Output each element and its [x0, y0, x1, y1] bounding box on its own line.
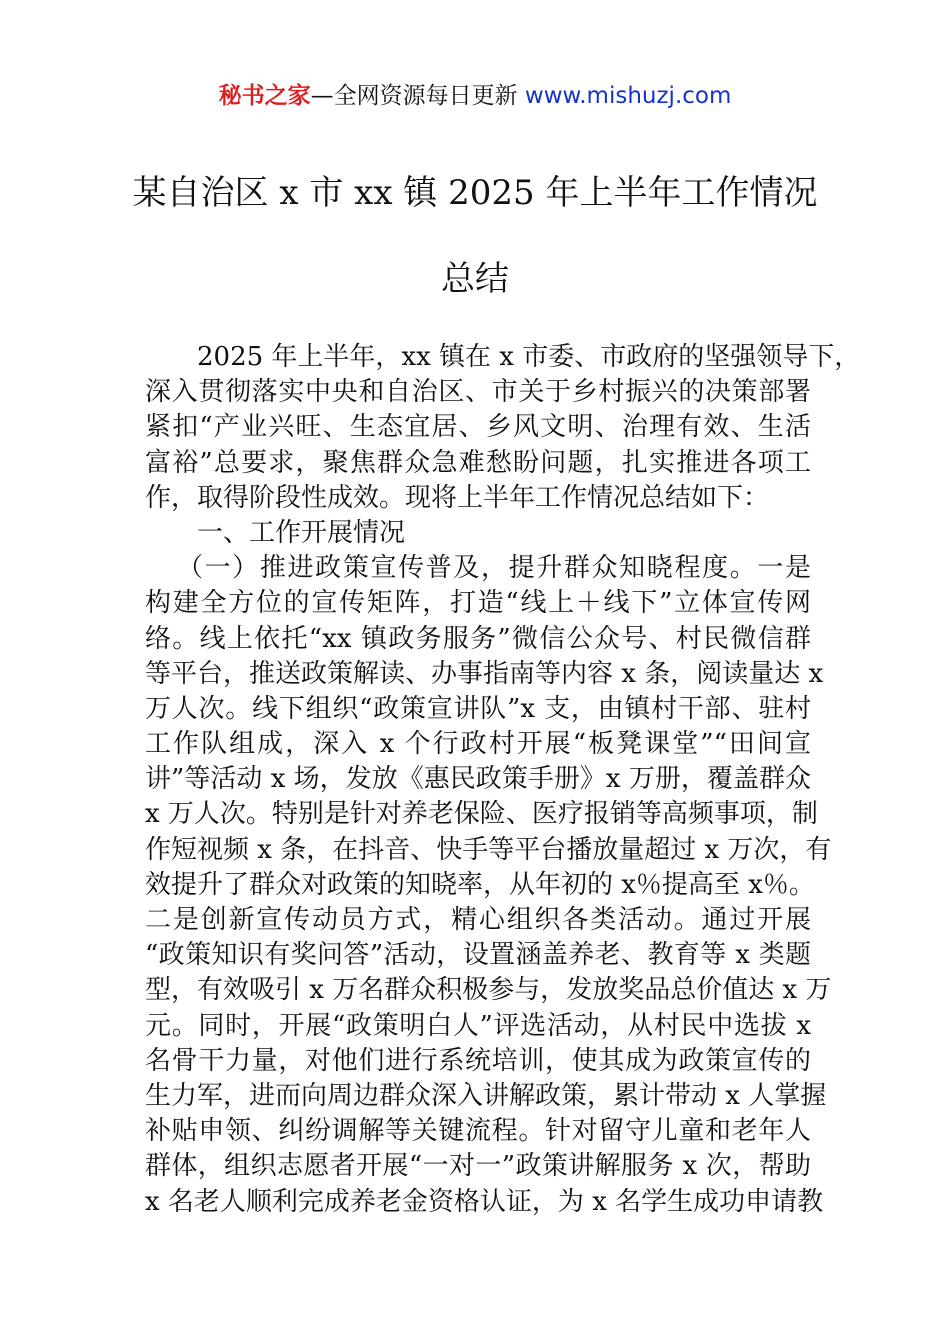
site-header: [0, 80, 950, 112]
text-line: 讲”等活动 x 场，发放《惠民政策手册》x 万册，覆盖群众: [145, 764, 811, 795]
text-line: 富裕”总要求，聚焦群众急难愁盼问题，扎实推进各项工: [145, 447, 811, 478]
text-line: 补贴申领、纠纷调解等关键流程。针对留守儿童和老年人: [145, 1116, 811, 1147]
section-paragraph: [145, 551, 832, 1220]
text-line: x 名老人顺利完成养老金资格认证，为 x 名学生成功申请教: [145, 1186, 824, 1217]
text-line: 名骨干力量，对他们进行系统培训，使其成为政策宣传的: [145, 1045, 811, 1076]
site-tagline: —全网资源每日更新: [310, 83, 525, 109]
text-line: 万人次。线下组织“政策宣讲队”x 支，由镇村干部、驻村: [145, 693, 811, 724]
site-brand: 秘书之家: [218, 83, 311, 109]
text-line: 等平台，推送政策解读、办事指南等内容 x 条，阅读量达 x: [145, 658, 824, 689]
site-url-link[interactable]: www.mishuzj.com: [524, 83, 732, 109]
text-line: 工作队组成，深入 x 个行政村开展“板凳课堂”“田间宣: [145, 729, 811, 760]
text-line: 元。同时，开展“政策明白人”评选活动，从村民中选拔 x: [145, 1010, 811, 1041]
text-line: 二是创新宣传动员方式，精心组织各类活动。通过开展: [145, 905, 811, 935]
title-line: 某自治区 x 市 xx 镇 2025 年上半年工作情况: [132, 173, 818, 213]
text-line: 紧扣“产业兴旺、生态宜居、乡风文明、治理有效、生活: [145, 412, 811, 443]
text-line: 型，有效吸引 x 万名群众积极参与，发放奖品总价值达 x 万: [145, 975, 832, 1006]
text-line: 群体，组织志愿者开展“一对一”政策讲解服务 x 次，帮助: [145, 1151, 811, 1182]
text-line: 作短视频 x 条，在抖音、快手等平台播放量超过 x 万次，有: [145, 834, 832, 865]
intro-paragraph: [145, 340, 861, 516]
document-title: [120, 150, 830, 322]
section-heading: 一、工作开展情况: [197, 517, 406, 548]
text-line: 2025 年上半年，xx 镇在 x 市委、市政府的坚强领导下，: [197, 342, 861, 372]
text-line: 络。线上依托“xx 镇政务服务”微信公众号、村民微信群: [145, 623, 811, 654]
text-line: 生力军，进而向周边群众深入讲解政策，累计带动 x 人掌握: [145, 1080, 827, 1111]
text-line: 效提升了群众对政策的知晓率，从年初的 x％提高至 x％。: [145, 869, 815, 900]
text-line: 作，取得阶段性成效。现将上半年工作情况总结如下：: [145, 482, 770, 513]
title-line: 总结: [441, 259, 509, 299]
document-body: [145, 340, 861, 1220]
text-line: 构建全方位的宣传矩阵，打造“线上＋线下”立体宣传网: [145, 588, 811, 619]
text-line: 深入贯彻落实中央和自治区、市关于乡村振兴的决策部署: [145, 377, 811, 408]
text-line: x 万人次。特别是针对养老保险、医疗报销等高频事项，制: [145, 799, 818, 830]
text-line: “政策知识有奖问答”活动，设置涵盖养老、教育等 x 类题: [145, 940, 811, 971]
text-line: （一）推进政策宣传普及，提升群众知晓程度。一是: [177, 553, 811, 584]
